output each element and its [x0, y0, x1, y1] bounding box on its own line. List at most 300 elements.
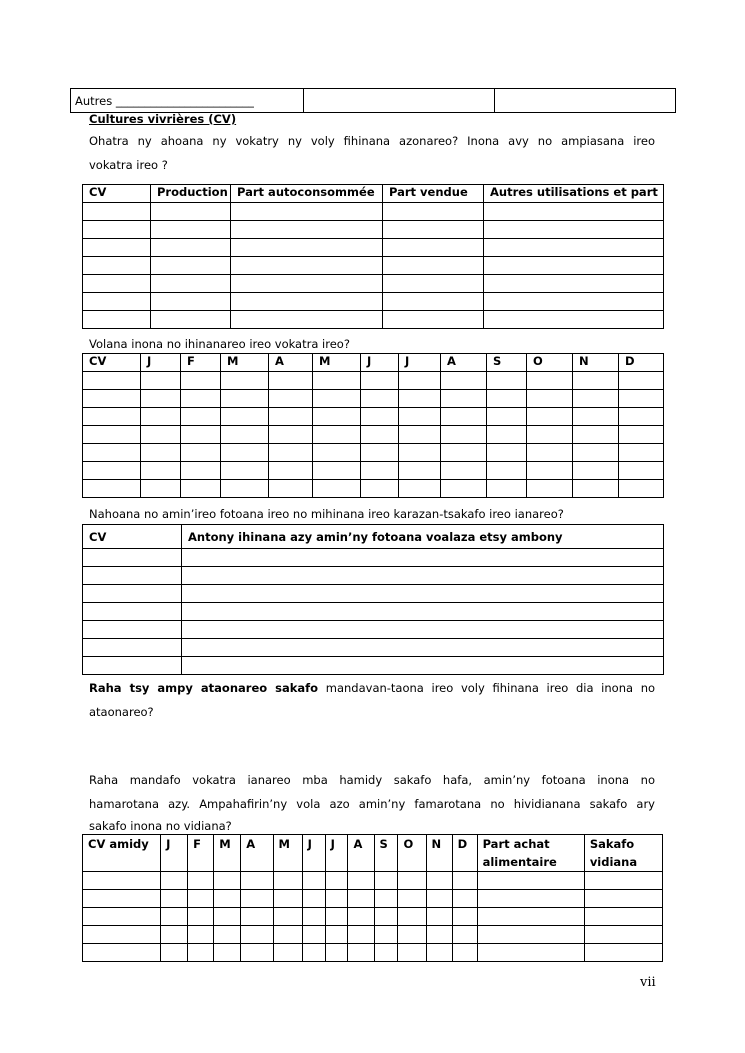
table-cell[interactable] — [383, 257, 484, 275]
table-row[interactable] — [83, 567, 664, 585]
table-cell[interactable] — [487, 444, 527, 462]
purchase-question-line3: sakafo inona no vidiana? — [89, 819, 232, 833]
table-cell[interactable] — [313, 426, 361, 444]
table-cell[interactable] — [383, 239, 484, 257]
col-header-month: N — [426, 835, 452, 872]
table-cell[interactable] — [83, 239, 151, 257]
table-cell[interactable] — [221, 462, 269, 480]
table-cell[interactable] — [584, 908, 662, 926]
table-cell[interactable] — [302, 944, 325, 962]
table-row[interactable] — [83, 621, 664, 639]
table-cell[interactable] — [584, 872, 662, 890]
col-header-month: N — [573, 354, 619, 372]
table-cell[interactable] — [361, 444, 399, 462]
table-cell[interactable] — [477, 890, 584, 908]
table-row[interactable] — [83, 426, 664, 444]
table-cell[interactable] — [214, 890, 241, 908]
table-cell[interactable] — [477, 872, 584, 890]
table-cell[interactable] — [348, 926, 374, 944]
table-cell[interactable] — [441, 426, 487, 444]
table-cell[interactable] — [441, 444, 487, 462]
table-row[interactable] — [83, 585, 664, 603]
table-cell[interactable] — [188, 926, 214, 944]
table-header-row — [83, 835, 663, 872]
table-cell[interactable] — [221, 390, 269, 408]
table-cell[interactable] — [313, 462, 361, 480]
table-cell[interactable] — [527, 480, 573, 498]
table-cell[interactable] — [181, 444, 221, 462]
col-header-month: J — [161, 835, 188, 872]
table-cell[interactable] — [573, 426, 619, 444]
purchase-question-line2: hamarotana azy. Ampahafirin’ny vola azo amin’ny famarotana no hividianana sakafo ary — [89, 797, 655, 811]
table-row[interactable] — [83, 639, 664, 657]
table-row[interactable] — [83, 239, 664, 257]
table-cell[interactable] — [325, 926, 348, 944]
table-row[interactable] — [83, 944, 663, 962]
table-cell[interactable] — [361, 372, 399, 390]
col-header-month: M — [273, 835, 302, 872]
table-cell[interactable] — [269, 390, 313, 408]
table-row[interactable] — [83, 221, 664, 239]
section-title: Cultures vivrières (CV) — [89, 112, 237, 126]
col-header-month: J — [361, 354, 399, 372]
table-cell[interactable] — [181, 372, 221, 390]
col-header-month: J — [399, 354, 441, 372]
table-row[interactable] — [83, 311, 664, 329]
table-cell[interactable] — [188, 908, 214, 926]
col-header-sakafo-vidiana: Sakafo vidiana — [584, 835, 662, 872]
table-cell[interactable] — [573, 408, 619, 426]
table-cell[interactable] — [231, 311, 383, 329]
table-cell[interactable] — [182, 585, 664, 603]
table-cell[interactable] — [151, 275, 231, 293]
table-cell[interactable] — [83, 872, 161, 890]
table-row[interactable] — [83, 890, 663, 908]
table-cell[interactable] — [398, 872, 426, 890]
table-cell[interactable] — [302, 926, 325, 944]
table-cell[interactable] — [484, 203, 664, 221]
table-cell[interactable] — [231, 293, 383, 311]
table-row[interactable] — [83, 257, 664, 275]
table-row[interactable] — [83, 275, 664, 293]
col-header-month: J — [141, 354, 181, 372]
table-cell[interactable] — [348, 944, 374, 962]
col-header-autres: Autres utilisations et part — [484, 185, 664, 203]
table-cell[interactable] — [141, 372, 181, 390]
table-cell[interactable] — [399, 444, 441, 462]
crop-question-line1: Ohatra ny ahoana ny vokatry ny voly fihinana azonareo? Inona avy no ampiasana ireo — [89, 134, 655, 148]
table-cell[interactable] — [527, 390, 573, 408]
table-cell[interactable] — [241, 872, 273, 890]
table-cell[interactable] — [584, 926, 662, 944]
table-cell[interactable] — [573, 372, 619, 390]
table-cell[interactable] — [241, 890, 273, 908]
table-cell[interactable] — [221, 426, 269, 444]
table-cell[interactable] — [83, 293, 151, 311]
table-cell[interactable] — [269, 372, 313, 390]
table-cell[interactable] — [426, 944, 452, 962]
col-header-month: O — [398, 835, 426, 872]
table-cell[interactable] — [398, 944, 426, 962]
table-cell[interactable] — [231, 275, 383, 293]
table-cell[interactable] — [313, 408, 361, 426]
table-cell[interactable] — [399, 372, 441, 390]
table-row[interactable] — [83, 926, 663, 944]
table-cell[interactable] — [477, 926, 584, 944]
table-cell[interactable] — [273, 944, 302, 962]
table-cell[interactable] — [487, 462, 527, 480]
shortage-bold-phrase: Raha tsy ampy ataonareo sakafo — [89, 681, 319, 695]
table-cell[interactable] — [399, 480, 441, 498]
table-cell[interactable] — [182, 603, 664, 621]
table-cell[interactable] — [273, 890, 302, 908]
table-row[interactable] — [83, 293, 664, 311]
table-cell[interactable] — [441, 372, 487, 390]
table-row[interactable] — [83, 872, 663, 890]
table-cell[interactable] — [83, 221, 151, 239]
table-cell[interactable] — [83, 567, 182, 585]
table-cell[interactable] — [584, 944, 662, 962]
shortage-question-line1 — [89, 676, 655, 700]
table-cell[interactable] — [83, 390, 141, 408]
col-header-cv-amidy: CV amidy — [83, 835, 161, 872]
col-header-month: D — [619, 354, 664, 372]
table-cell[interactable] — [83, 480, 141, 498]
table-cell[interactable] — [83, 408, 141, 426]
reason-table — [82, 524, 664, 675]
col-header-month: A — [241, 835, 273, 872]
table-cell[interactable] — [484, 239, 664, 257]
table-cell[interactable] — [221, 444, 269, 462]
table-cell[interactable] — [83, 311, 151, 329]
table-cell[interactable] — [188, 872, 214, 890]
table-cell[interactable] — [269, 462, 313, 480]
table-cell[interactable] — [181, 480, 221, 498]
table-cell[interactable] — [426, 926, 452, 944]
harvest-question: Volana inona no ihinanareo ireo vokatra ireo? — [89, 337, 350, 351]
table-cell[interactable] — [573, 444, 619, 462]
table-cell[interactable] — [161, 872, 188, 890]
table-cell[interactable] — [374, 908, 398, 926]
table-cell[interactable] — [161, 926, 188, 944]
table-cell[interactable] — [141, 444, 181, 462]
table-cell[interactable] — [231, 257, 383, 275]
shortage-question-line2: ataonareo? — [89, 705, 154, 719]
table-header-row — [83, 525, 664, 549]
crop-question-line2: vokatra ireo ? — [89, 158, 168, 172]
table-cell[interactable] — [83, 257, 151, 275]
table-cell[interactable] — [361, 462, 399, 480]
table-cell[interactable] — [83, 657, 182, 675]
shortage-rest: mandavan-taona ireo voly fihinana ireo dia inona no — [325, 681, 656, 695]
table-cell[interactable] — [527, 408, 573, 426]
table-cell[interactable] — [361, 390, 399, 408]
table-cell[interactable] — [83, 275, 151, 293]
table-cell[interactable] — [399, 408, 441, 426]
table-cell[interactable] — [182, 549, 664, 567]
table-cell[interactable] — [348, 890, 374, 908]
table-cell[interactable] — [141, 480, 181, 498]
table-cell[interactable] — [273, 872, 302, 890]
table-cell[interactable] — [426, 908, 452, 926]
col-header-month: S — [487, 354, 527, 372]
col-header-autoconsommee: Part autoconsommée — [231, 185, 383, 203]
table-cell[interactable] — [619, 408, 664, 426]
table-row[interactable] — [83, 603, 664, 621]
table-cell[interactable] — [484, 221, 664, 239]
table-cell[interactable] — [383, 293, 484, 311]
table-row[interactable] — [83, 408, 664, 426]
table-cell[interactable] — [573, 462, 619, 480]
autres-blank: ________________________ — [115, 93, 254, 108]
table-cell[interactable] — [83, 549, 182, 567]
table-cell[interactable] — [361, 408, 399, 426]
table-cell[interactable] — [619, 444, 664, 462]
table-cell[interactable] — [83, 908, 161, 926]
table-row[interactable] — [83, 390, 664, 408]
table-row[interactable] — [83, 444, 664, 462]
table-cell[interactable] — [302, 872, 325, 890]
table-cell[interactable] — [619, 462, 664, 480]
table-cell[interactable] — [269, 426, 313, 444]
col-header-month: M — [214, 835, 241, 872]
table-cell[interactable] — [441, 408, 487, 426]
table-cell[interactable] — [141, 462, 181, 480]
table-row[interactable] — [83, 372, 664, 390]
table-cell[interactable] — [527, 372, 573, 390]
col-header-cv: CV — [83, 354, 141, 372]
col-header-cv: CV — [83, 185, 151, 203]
table-cell[interactable] — [487, 480, 527, 498]
table-cell[interactable] — [214, 908, 241, 926]
table-cell[interactable] — [487, 372, 527, 390]
table-cell[interactable] — [452, 926, 477, 944]
table-cell[interactable] — [221, 372, 269, 390]
col-header-month: J — [302, 835, 325, 872]
col-header-month: S — [374, 835, 398, 872]
table-cell[interactable] — [325, 872, 348, 890]
table-cell[interactable] — [383, 275, 484, 293]
col-header-reason: Antony ihinana azy amin’ny fotoana voalaza etsy ambony — [182, 525, 664, 549]
col-header-month: O — [527, 354, 573, 372]
table-cell[interactable] — [161, 890, 188, 908]
table-cell[interactable] — [83, 426, 141, 444]
table-cell[interactable] — [151, 203, 231, 221]
table-cell[interactable] — [181, 408, 221, 426]
table-row[interactable] — [83, 908, 663, 926]
table-cell[interactable] — [383, 311, 484, 329]
table-cell[interactable] — [452, 908, 477, 926]
table-cell[interactable] — [241, 926, 273, 944]
table-cell[interactable] — [383, 221, 484, 239]
table-cell[interactable] — [484, 311, 664, 329]
table-cell[interactable] — [302, 908, 325, 926]
purchase-question-line1: Raha mandafo vokatra ianareo mba hamidy sakafo hafa, amin’ny fotoana inona no — [89, 773, 655, 787]
col-header-month: D — [452, 835, 477, 872]
table-cell[interactable] — [374, 872, 398, 890]
table-cell[interactable] — [487, 426, 527, 444]
harvest-calendar-table — [82, 353, 664, 498]
table-cell[interactable] — [151, 221, 231, 239]
table-cell[interactable] — [181, 390, 221, 408]
table-row[interactable] — [83, 480, 664, 498]
table-cell[interactable] — [231, 203, 383, 221]
table-cell[interactable] — [181, 462, 221, 480]
table-cell[interactable] — [231, 221, 383, 239]
reason-question: Nahoana no amin’ireo fotoana ireo no mihinana ireo karazan-tsakafo ireo ianareo? — [89, 507, 564, 521]
table-cell[interactable] — [182, 657, 664, 675]
table-cell[interactable] — [441, 390, 487, 408]
table-cell[interactable] — [619, 390, 664, 408]
table-cell[interactable] — [83, 890, 161, 908]
table-cell[interactable] — [151, 239, 231, 257]
table-cell[interactable] — [269, 444, 313, 462]
table-row[interactable] — [83, 203, 664, 221]
table-cell[interactable] — [83, 462, 141, 480]
table-cell[interactable] — [399, 462, 441, 480]
table-cell[interactable] — [188, 890, 214, 908]
table-cell[interactable] — [214, 872, 241, 890]
table-cell[interactable] — [214, 944, 241, 962]
table-cell[interactable] — [182, 639, 664, 657]
table-cell[interactable] — [188, 944, 214, 962]
table-cell[interactable] — [361, 426, 399, 444]
col-header-month: M — [221, 354, 269, 372]
table-cell[interactable] — [398, 908, 426, 926]
sales-calendar-table — [82, 834, 663, 962]
col-header-month: M — [313, 354, 361, 372]
table-cell[interactable] — [83, 944, 161, 962]
table-cell[interactable] — [441, 480, 487, 498]
table-cell[interactable] — [182, 621, 664, 639]
table-cell[interactable] — [487, 408, 527, 426]
table-cell[interactable] — [619, 480, 664, 498]
table-cell[interactable] — [452, 872, 477, 890]
table-cell[interactable] — [484, 275, 664, 293]
table-cell[interactable] — [313, 480, 361, 498]
table-cell[interactable] — [313, 390, 361, 408]
table-cell[interactable] — [527, 426, 573, 444]
table-cell[interactable] — [141, 426, 181, 444]
table-cell[interactable] — [452, 944, 477, 962]
table-row[interactable] — [83, 657, 664, 675]
table-cell[interactable] — [151, 257, 231, 275]
table-cell[interactable] — [83, 203, 151, 221]
table-cell[interactable] — [231, 239, 383, 257]
table-cell[interactable] — [161, 944, 188, 962]
table-cell[interactable] — [452, 890, 477, 908]
table-cell[interactable] — [313, 444, 361, 462]
table-cell[interactable] — [313, 372, 361, 390]
col-header-month: F — [181, 354, 221, 372]
table-cell[interactable] — [619, 426, 664, 444]
table-cell[interactable] — [619, 372, 664, 390]
table-cell[interactable] — [214, 926, 241, 944]
autres-label: Autres — [75, 93, 113, 108]
table-cell[interactable] — [269, 408, 313, 426]
table-cell[interactable] — [273, 926, 302, 944]
col-header-month: A — [269, 354, 313, 372]
table-row[interactable] — [83, 462, 664, 480]
table-cell[interactable] — [426, 872, 452, 890]
page-number: vii — [640, 975, 656, 990]
table-header-row — [83, 354, 664, 372]
table-cell[interactable] — [348, 908, 374, 926]
table-cell[interactable] — [83, 585, 182, 603]
col-header-month: A — [348, 835, 374, 872]
table-cell[interactable] — [527, 462, 573, 480]
col-header-part-achat: Part achat alimentaire — [477, 835, 584, 872]
table-cell[interactable] — [83, 444, 141, 462]
col-header-cv: CV — [83, 525, 182, 549]
table-cell[interactable] — [83, 926, 161, 944]
table-cell[interactable] — [495, 89, 676, 113]
table-cell[interactable] — [399, 390, 441, 408]
table-cell[interactable] — [484, 293, 664, 311]
col-header-month: J — [325, 835, 348, 872]
table-cell[interactable] — [241, 944, 273, 962]
table-cell[interactable] — [573, 390, 619, 408]
table-cell[interactable] — [273, 908, 302, 926]
table-cell[interactable] — [374, 890, 398, 908]
table-cell[interactable] — [83, 621, 182, 639]
table-cell[interactable] — [398, 926, 426, 944]
table-cell[interactable] — [221, 480, 269, 498]
table-cell[interactable] — [269, 480, 313, 498]
table-cell[interactable] — [398, 890, 426, 908]
table-row[interactable] — [83, 549, 664, 567]
table-cell[interactable] — [83, 603, 182, 621]
table-cell[interactable] — [141, 390, 181, 408]
table-cell[interactable] — [151, 311, 231, 329]
table-cell[interactable] — [181, 426, 221, 444]
col-header-vendue: Part vendue — [383, 185, 484, 203]
table-cell[interactable] — [399, 426, 441, 444]
table-cell[interactable] — [383, 203, 484, 221]
table-cell[interactable] — [573, 480, 619, 498]
table-cell[interactable] — [527, 444, 573, 462]
table-cell[interactable] — [302, 890, 325, 908]
table-cell[interactable] — [325, 890, 348, 908]
table-cell[interactable] — [83, 372, 141, 390]
table-cell[interactable] — [348, 872, 374, 890]
table-cell[interactable] — [325, 944, 348, 962]
table-cell[interactable] — [374, 944, 398, 962]
col-header-production: Production — [151, 185, 231, 203]
crop-production-table — [82, 184, 664, 329]
table-cell[interactable] — [441, 462, 487, 480]
table-cell[interactable] — [426, 890, 452, 908]
table-cell[interactable] — [304, 89, 495, 113]
table-cell[interactable] — [487, 390, 527, 408]
col-header-month: F — [188, 835, 214, 872]
table-cell[interactable] — [374, 926, 398, 944]
table-cell[interactable] — [221, 408, 269, 426]
table-cell[interactable] — [182, 567, 664, 585]
table-cell[interactable] — [161, 908, 188, 926]
table-cell[interactable] — [361, 480, 399, 498]
table-cell[interactable] — [584, 890, 662, 908]
table-cell[interactable] — [83, 639, 182, 657]
table-cell[interactable] — [241, 908, 273, 926]
table-cell[interactable] — [151, 293, 231, 311]
table-cell[interactable] — [477, 944, 584, 962]
table-header-row — [83, 185, 664, 203]
table-cell[interactable] — [325, 908, 348, 926]
table-cell[interactable] — [141, 408, 181, 426]
table-cell[interactable] — [484, 257, 664, 275]
table-cell[interactable] — [477, 908, 584, 926]
